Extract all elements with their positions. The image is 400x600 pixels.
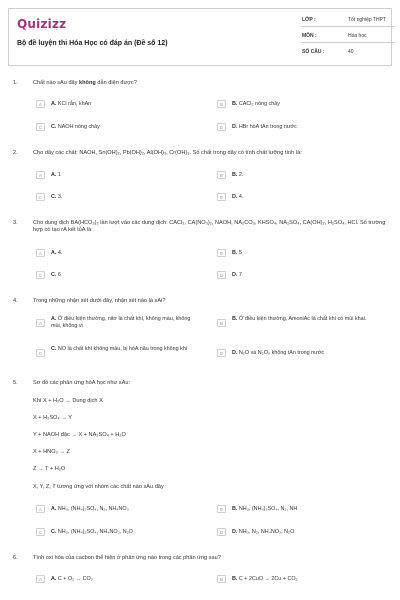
option-letter-box (36, 123, 45, 131)
option-text: B. Ở điều kiện thường, AmoniAc là chất khí có mùi khai. (232, 316, 367, 322)
option-text: C. 6 (51, 272, 61, 278)
option-text: A. C + O₂ → CO₂ (51, 576, 93, 582)
option-text: B. CACl₂ nóng chảy (232, 101, 280, 107)
meta-count-value: 40 (348, 49, 354, 55)
option-text: C. NH₃, (NH₄)₂SO₄, NH₄NO₃, N₂O (51, 529, 133, 535)
option-text: A. NH₃, (NH₄)₂SO₄, N₂, NH₄NO₃ (51, 506, 129, 512)
reaction-line: X + HNO₃ → Z (33, 449, 70, 455)
option-b[interactable] (217, 168, 377, 182)
option-letter-box (36, 505, 45, 513)
option-text: B. C + 2CuO → 2Cu + CO₂ (232, 576, 298, 582)
question-number: 3. (13, 220, 18, 226)
option-letter-box (36, 249, 45, 257)
option-text: D. HBr hòA tAn trong nước (232, 124, 297, 130)
meta-subject-label: MÔN : (302, 33, 317, 39)
option-text: B. 2. (232, 172, 244, 178)
divider (302, 42, 394, 43)
option-a[interactable] (36, 502, 211, 516)
question-text: Tính oxi hóa của cacbon thể hiện ở phản ứng nào trong các phản ứng sau? (33, 555, 221, 561)
meta-class-label: LỚP : (302, 17, 316, 23)
option-a[interactable] (36, 316, 211, 330)
option-d[interactable] (217, 268, 377, 282)
option-text: A. Ở điều kiện thường, nitơ là chất khí, không màu, không mùi, không vị (51, 316, 191, 329)
option-letter-box (217, 123, 226, 131)
option-letter-box (36, 171, 45, 179)
divider (302, 26, 394, 27)
option-text: C. NAOH nóng chảy (51, 124, 100, 130)
option-a[interactable] (36, 572, 211, 586)
option-letter-box (36, 528, 45, 536)
reaction-line: Z → T + H₂O (33, 466, 66, 472)
question-number: 5. (13, 380, 18, 386)
page-title: Bộ đề luyện thi Hóa Học có đáp án (Đề số 12) (17, 40, 168, 47)
reaction-line: X, Y, Z, T tương ứng với nhóm các chất nào sAu đây (33, 484, 164, 490)
option-text: A. 4. (51, 250, 63, 256)
option-b[interactable] (217, 97, 377, 111)
question-number: 4. (13, 298, 18, 304)
question-text: Cho dãy các chất: NAOH, Sn(OH)₂, Pb(OH)₂, Al(OH)₃, Cr(OH)₃. Số chất trong dãy có tính chất lưỡng tính là: (33, 150, 302, 156)
option-d[interactable] (217, 120, 377, 134)
option-text: C. 3. (51, 194, 63, 200)
option-letter-box (217, 349, 226, 357)
option-text: B. NH₃, (NH₄)₂SO₄, N₂, NH (232, 506, 298, 512)
option-c[interactable] (36, 346, 211, 360)
question-number: 6. (13, 555, 18, 561)
option-letter-box (217, 249, 226, 257)
option-b[interactable] (217, 316, 387, 330)
question-text: Trong những nhận xét dưới đây, nhận xét nào là sAi? (33, 298, 166, 304)
option-letter-box (36, 349, 45, 357)
option-text: C. NO là chất khí không màu, bị hóA nâu trong không khí (51, 346, 188, 352)
document-header (8, 8, 392, 66)
question-number: 2. (13, 150, 18, 156)
reaction-line: Khí X + H₂O → Dung dịch X (33, 398, 103, 404)
meta-count-label: SỐ CÂU : (302, 49, 325, 55)
option-b[interactable] (217, 246, 377, 260)
reaction-line: X + H₂SO₄ → Y (33, 415, 73, 421)
question-text: Cho dung dịch BA(HCO₃)₂ lần lượt vào các dung dịch: CACl₂, CA(NO₃)₂, NAOH, NA₂CO₃, KHSO₄, NA₂SO₄, CA(OH)₂, H₂SO₄, HCl. Số trường hợp có tạo rA kết tủA là: (33, 220, 386, 233)
option-d[interactable] (217, 525, 387, 539)
reaction-line: Y + NAOH đặc → X + NA₂SO₄ + H₂O (33, 432, 126, 438)
option-letter-box (36, 271, 45, 279)
question-text: Sơ đồ các phản ứng hóA học như sAu: (33, 380, 130, 386)
option-letter-box (36, 575, 45, 583)
option-letter-box (217, 319, 226, 327)
option-b[interactable] (217, 572, 387, 586)
option-c[interactable] (36, 525, 211, 539)
option-d[interactable] (217, 346, 387, 360)
option-a[interactable] (36, 97, 196, 111)
option-c[interactable] (36, 120, 196, 134)
quizizz-logo: Quizizz (17, 17, 67, 31)
meta-class-value: Tốt nghiệp THPT (348, 17, 386, 23)
option-letter-box (217, 505, 226, 513)
option-a[interactable] (36, 168, 196, 182)
option-letter-box (217, 100, 226, 108)
option-b[interactable] (217, 502, 387, 516)
option-letter-box (217, 171, 226, 179)
option-letter-box (217, 271, 226, 279)
option-text: D. NH₃, N₂, NH₄NO₃, N₂O (232, 529, 295, 535)
option-letter-box (36, 193, 45, 201)
option-c[interactable] (36, 268, 196, 282)
option-d[interactable] (217, 190, 377, 204)
option-text: B. 5 (232, 250, 242, 256)
meta-subject-value: Hóa học (348, 33, 367, 39)
option-text: D. 4. (232, 194, 244, 200)
option-letter-box (217, 193, 226, 201)
option-text: A. KCl rắn, khAn (51, 101, 92, 107)
option-letter-box (36, 319, 45, 327)
option-c[interactable] (36, 190, 196, 204)
option-text: D. 7 (232, 272, 242, 278)
option-text: D. N₂O và N₂O₅ không tAn trong nước (232, 350, 325, 356)
option-text: A. 1 (51, 172, 61, 178)
option-letter-box (217, 528, 226, 536)
option-letter-box (36, 100, 45, 108)
question-text: Chất nào sAu đây không dẫn điện được? (33, 80, 137, 86)
option-letter-box (217, 575, 226, 583)
option-a[interactable] (36, 246, 196, 260)
question-number: 1. (13, 80, 18, 86)
